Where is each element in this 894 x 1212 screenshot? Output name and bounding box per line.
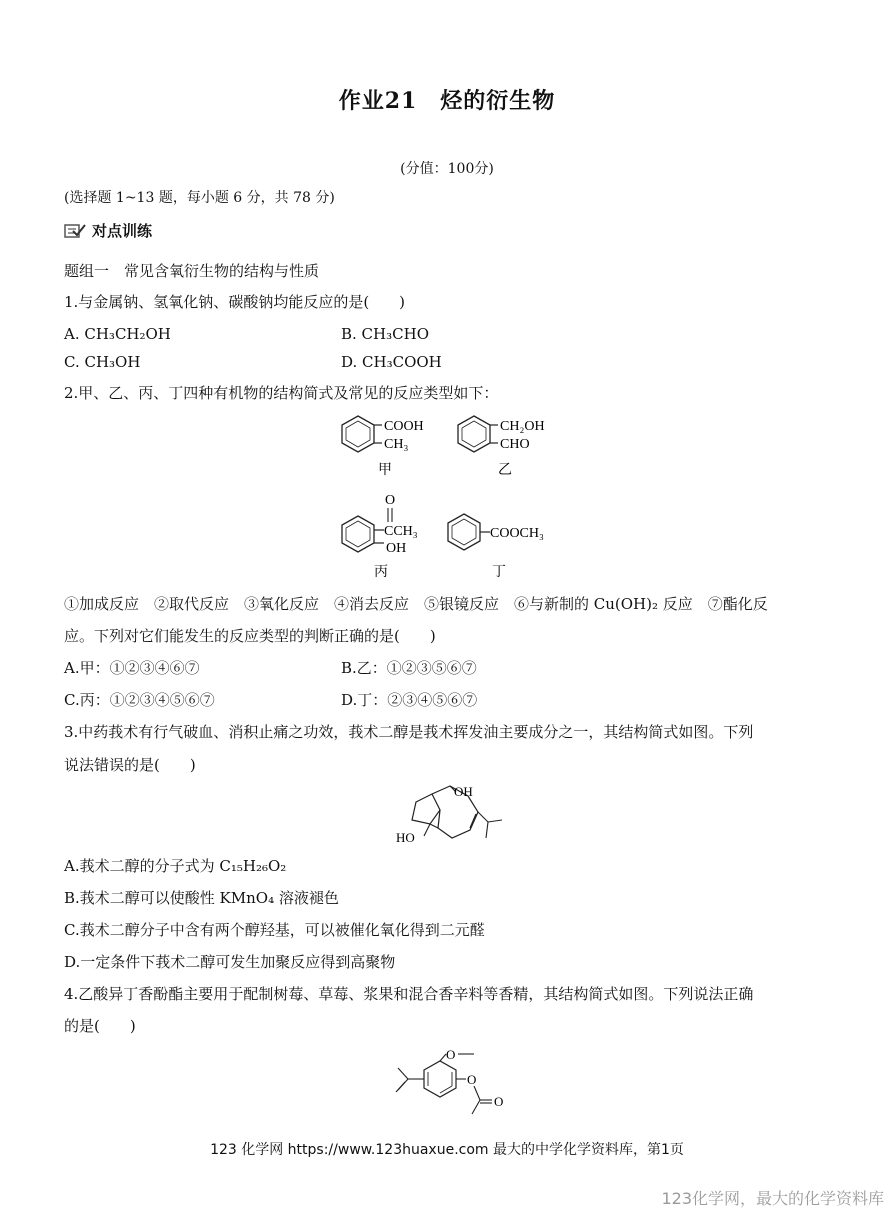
q3-stem-line1: 3.中药莪术有行气破血、消积止痛之功效，莪术二醇是莪术挥发油主要成分之一，其结构简式如图。下列 [64, 723, 754, 741]
q1-option-b[interactable]: B. CH₃CHO [341, 325, 429, 343]
q2-reactions-line1: ①加成反应 ②取代反应 ③氧化反应 ④消去反应 ⑤银镜反应 ⑥与新制的 Cu(OH)₂ 反应 ⑦酯化反 [64, 595, 768, 613]
structure-curcumenol [390, 782, 510, 852]
structure-yi [446, 412, 566, 482]
q4-stem-line2: 的是( ) [64, 1017, 136, 1035]
q2-option-a[interactable]: A.甲：①②③④⑥⑦ [64, 659, 200, 677]
q1-option-d[interactable]: D. CH₃COOH [341, 353, 442, 371]
page-title: 作业21 烃的衍生物 [338, 88, 556, 114]
label-bing: 丙 [374, 565, 388, 580]
q2-option-b[interactable]: B.乙：①②③⑤⑥⑦ [341, 659, 477, 677]
q3-stem-line2: 说法错误的是( ) [64, 756, 196, 774]
bing-o-label: O [385, 493, 396, 508]
q3-option-d[interactable]: D.一定条件下莪术二醇可发生加聚反应得到高聚物 [64, 953, 396, 971]
q4-stem-line1: 4.乙酸异丁香酚酯主要用于配制树莓、草莓、浆果和混合香辛料等香精，其结构简式如图。下列说法正确 [64, 985, 754, 1003]
q3-option-b[interactable]: B.莪术二醇可以使酸性 KMnO₄ 溶液褪色 [64, 889, 339, 907]
q1-option-c[interactable]: C. CH₃OH [64, 353, 141, 371]
q2-option-c[interactable]: C.丙：①②③④⑤⑥⑦ [64, 691, 215, 709]
bing-cch3-label: CCH₃ [384, 524, 418, 539]
yi-ch2oh-label: CH₂OH [500, 419, 545, 434]
structure-jia [330, 412, 440, 482]
section-label: 对点训练 [92, 222, 153, 240]
jia-cooh-label: COOH [384, 419, 424, 434]
q2-reactions-line2: 应。下列对它们能发生的反应类型的判断正确的是( ) [64, 627, 436, 645]
group1-heading: 题组一 常见含氧衍生物的结构与性质 [64, 262, 320, 280]
carbonyl-o: O [494, 1094, 504, 1109]
q1-stem: 1.与金属钠、氢氧化钠、碳酸钠均能反应的是( ) [64, 293, 406, 311]
q1-option-a[interactable]: A. CH₃CH₂OH [64, 325, 171, 343]
section-heading [64, 220, 152, 241]
q2-option-d[interactable]: D.丁：②③④⑤⑥⑦ [341, 691, 478, 709]
watermark: 123化学网，最大的化学资料库 [661, 1189, 884, 1208]
ester-o: O [467, 1072, 477, 1087]
label-ding: 丁 [492, 565, 506, 580]
structure-isoeugenol-acetate [368, 1044, 528, 1128]
ding-cooch3-label: COOCH₃ [490, 526, 544, 541]
q3-option-c[interactable]: C.莪术二醇分子中含有两个醇羟基，可以被催化氧化得到二元醛 [64, 921, 485, 939]
yi-cho-label: CHO [500, 437, 530, 452]
label-yi: 乙 [498, 463, 512, 478]
checklist-icon [64, 223, 86, 239]
structure-ding [440, 510, 570, 582]
structure-bing [330, 490, 440, 582]
methoxy-o: O [446, 1047, 456, 1062]
bing-oh-label: OH [386, 541, 407, 556]
page-footer: 123 化学网 https://www.123huaxue.com 最大的中学化学资料库，第1页 [210, 1142, 684, 1158]
q3-option-a[interactable]: A.莪术二醇的分子式为 C₁₅H₂₆O₂ [64, 857, 287, 875]
jia-ch3-label: CH₃ [384, 437, 409, 452]
curcumenol-oh-top: OH [454, 784, 473, 799]
curcumenol-oh-bottom: HO [396, 830, 415, 845]
instructions: (选择题 1~13 题，每小题 6 分，共 78 分) [64, 190, 335, 206]
score-note: (分值：100分) [400, 161, 494, 177]
label-jia: 甲 [378, 463, 392, 478]
q2-stem: 2.甲、乙、丙、丁四种有机物的结构简式及常见的反应类型如下： [64, 384, 499, 402]
